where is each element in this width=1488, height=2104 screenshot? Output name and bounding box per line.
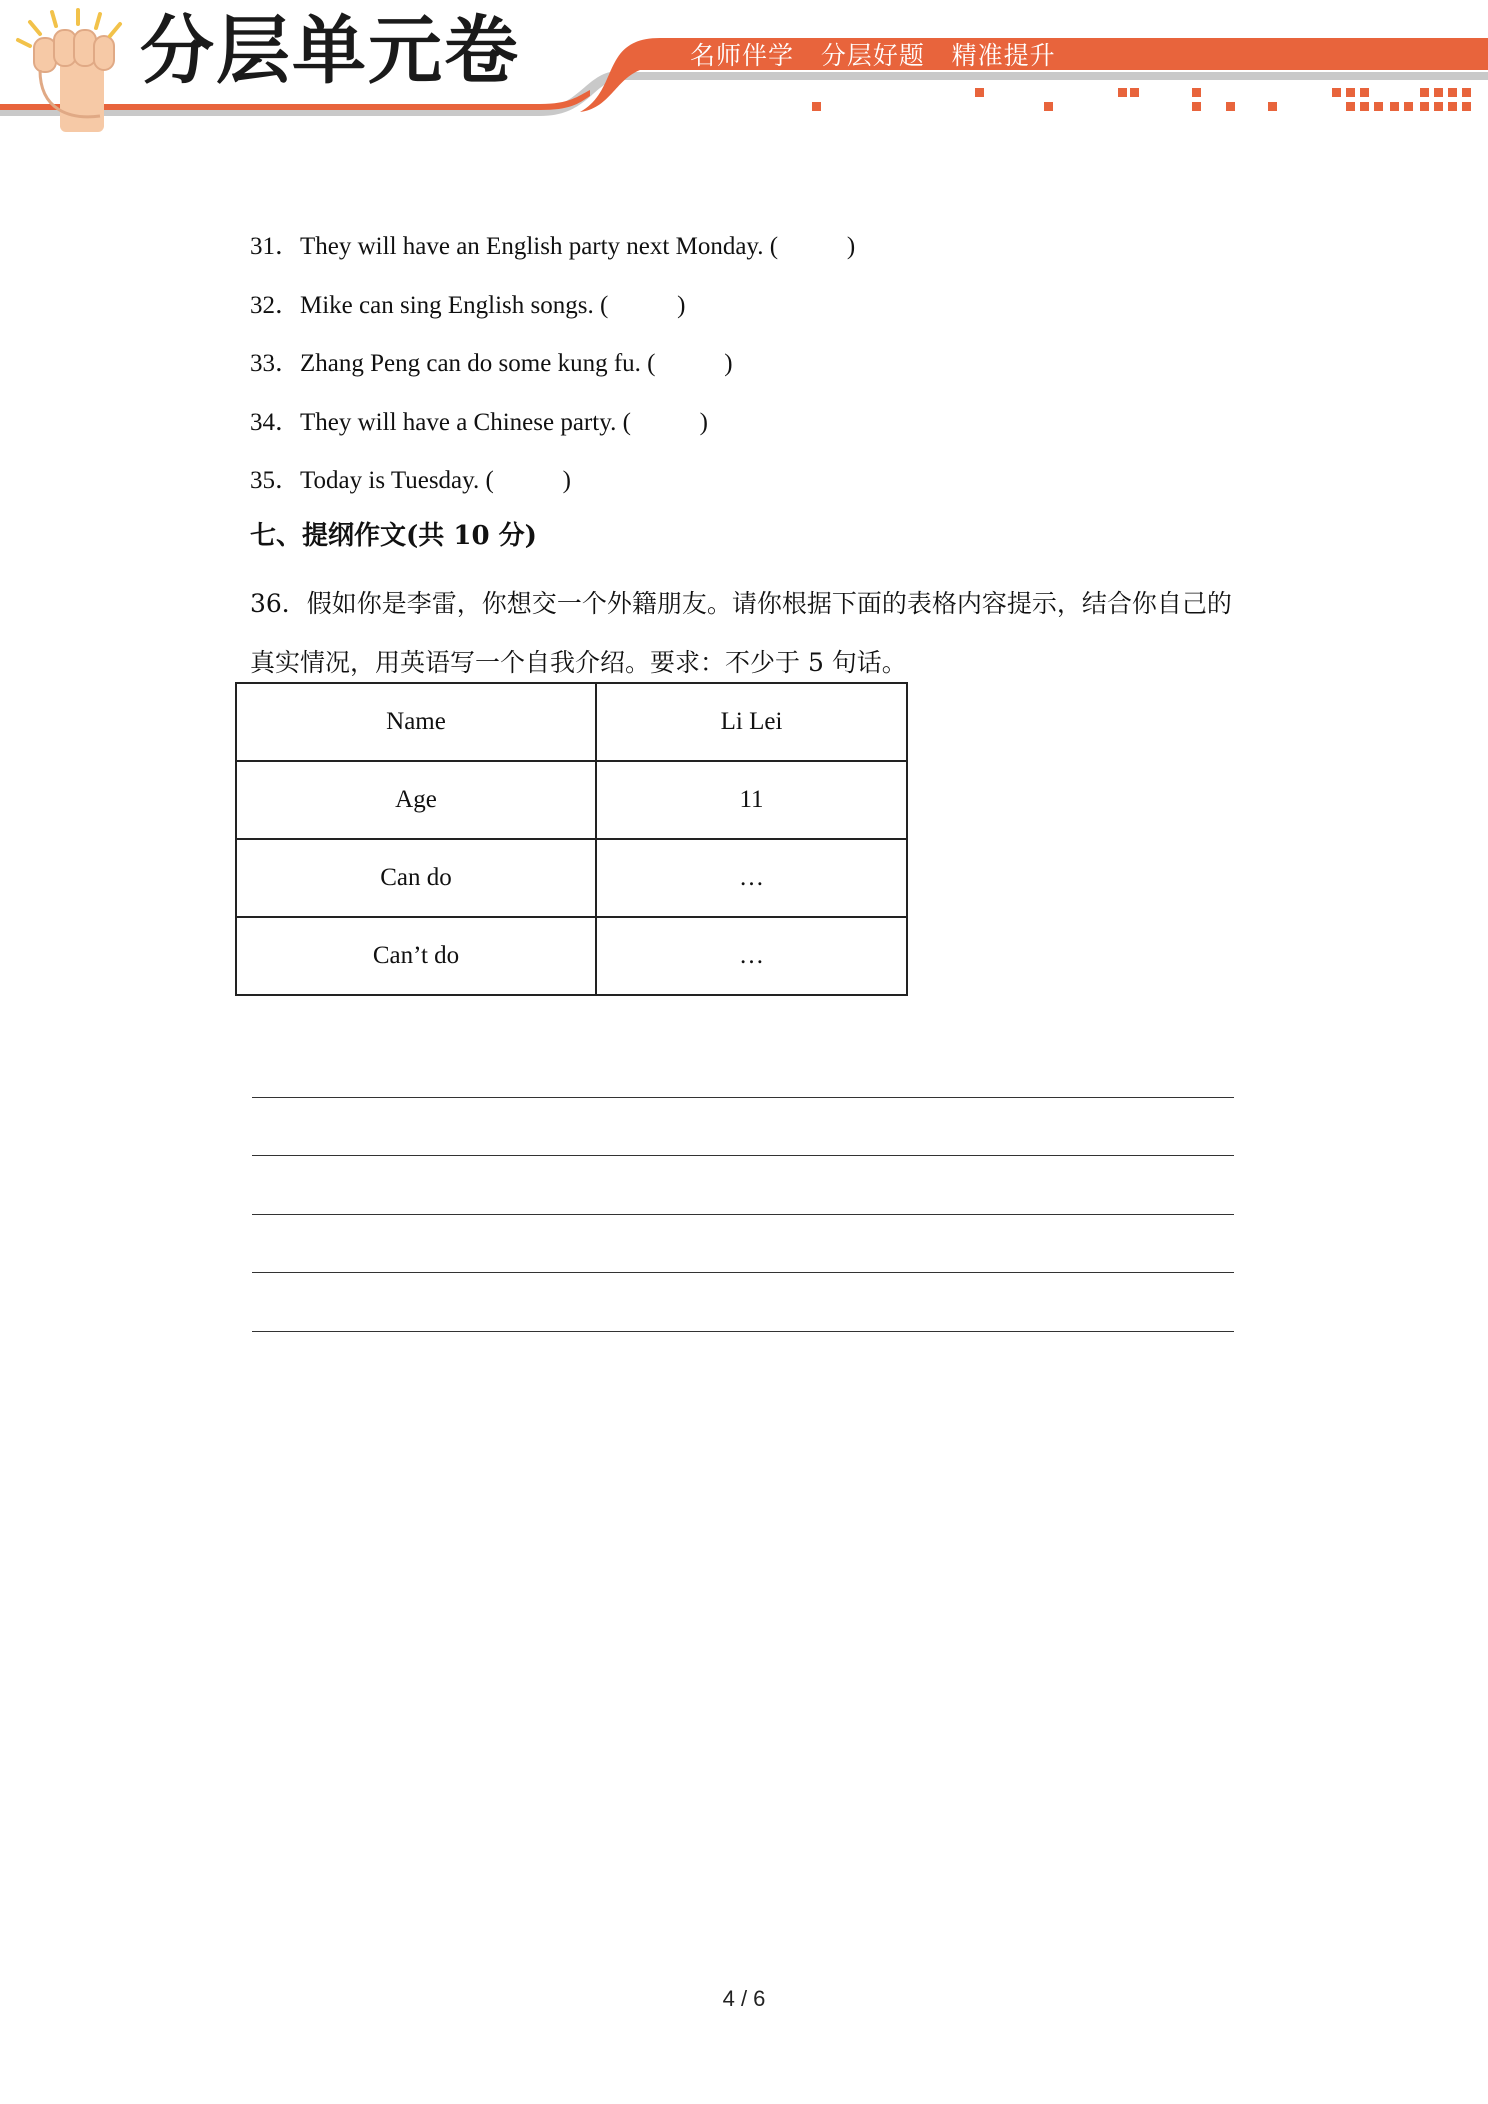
- brand-title: 分层单元卷: [140, 8, 520, 94]
- table-value: 11: [596, 761, 907, 839]
- table-row: [236, 761, 907, 839]
- table-row: [236, 839, 907, 917]
- table-row: [236, 683, 907, 761]
- answer-line[interactable]: [252, 1331, 1234, 1332]
- table-value: …: [596, 917, 907, 995]
- answer-line[interactable]: [252, 1214, 1234, 1215]
- table-key: Can do: [236, 839, 596, 917]
- table-value: Li Lei: [596, 683, 907, 761]
- answer-line[interactable]: [252, 1272, 1234, 1273]
- table-key: Age: [236, 761, 596, 839]
- question-32: 32．Mike can sing English songs. ( ): [250, 292, 686, 319]
- page-header: [0, 0, 1488, 140]
- section-title: 七、提纲作文(共 10 分): [250, 521, 537, 551]
- answer-line[interactable]: [252, 1155, 1234, 1156]
- page-number: 4 / 6: [722, 1986, 766, 2011]
- question-31: 31．They will have an English party next Monday. ( ): [250, 233, 856, 260]
- writing-prompt: 36．假如你是李雷，你想交一个外籍朋友。请你根据下面的表格内容提示，结合你自己的真实情况，用英语写一个自我介绍。要求：不少于 5 句话。: [250, 589, 1232, 677]
- question-33: 33．Zhang Peng can do some kung fu. ( ): [250, 350, 733, 377]
- table-key: Can’t do: [236, 917, 596, 995]
- header-slogan: 名师伴学 分层好题 精准提升: [690, 41, 1056, 70]
- table-value: …: [596, 839, 907, 917]
- table-key: Name: [236, 683, 596, 761]
- table-row: [236, 917, 907, 995]
- question-34: 34．They will have a Chinese party. ( ): [250, 409, 708, 436]
- question-35: 35．Today is Tuesday. ( ): [250, 467, 571, 494]
- info-table: [235, 682, 908, 996]
- answer-line[interactable]: [252, 1097, 1234, 1098]
- pixel-decoration: [812, 88, 1471, 111]
